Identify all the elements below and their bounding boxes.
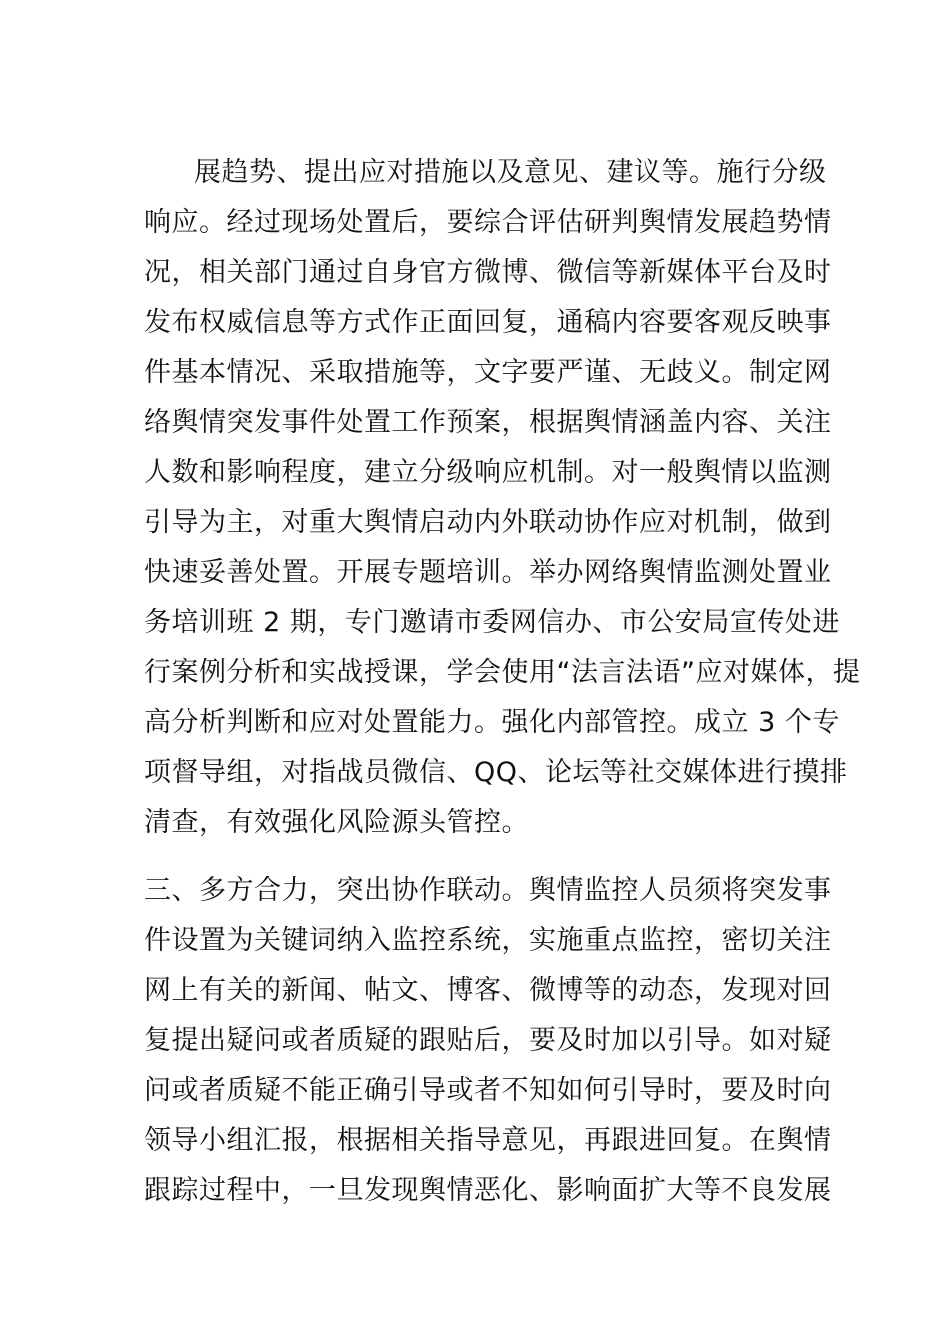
text-line: 况，相关部门通过自身官方微博、微信等新媒体平台及时 [144,257,832,288]
text-line: 响应。经过现场处置后，要综合评估研判舆情发展趋势情 [144,207,832,238]
text-line: 人数和影响程度，建立分级响应机制。对一般舆情以监测 [144,457,832,488]
text-line: 领导小组汇报，根据相关指导意见，再跟进回复。在舆情 [144,1125,832,1156]
paragraph-response-measures [144,148,861,848]
text-line: 务培训班 2 期，专门邀请市委网信办、市公安局宣传处进 [144,607,840,638]
text-line: 引导为主，对重大舆情启动内外联动协作应对机制，做到 [144,507,832,538]
text-line: 问或者质疑不能正确引导或者不知如何引导时，要及时向 [144,1075,832,1106]
text-line: 跟踪过程中，一旦发现舆情恶化、影响面扩大等不良发展 [144,1175,832,1206]
text-line: 网上有关的新闻、帖文、博客、微博等的动态，发现对回 [144,975,832,1006]
text-line: 件基本情况、采取措施等，文字要严谨、无歧义。制定网 [144,357,832,388]
paragraph-section-three [144,866,832,1216]
text-line: 展趋势、提出应对措施以及意见、建议等。施行分级 [194,157,827,188]
text-line: 发布权威信息等方式作正面回复，通稿内容要客观反映事 [144,307,832,338]
text-line: 项督导组，对指战员微信、QQ、论坛等社交媒体进行摸排 [144,757,848,788]
text-line: 件设置为关键词纳入监控系统，实施重点监控，密切关注 [144,925,832,956]
section-heading-line: 三、多方合力，突出协作联动。舆情监控人员须将突发事 [144,875,832,906]
text-line: 行案例分析和实战授课，学会使用“法言法语”应对媒体，提 [144,657,861,688]
text-line: 快速妥善处置。开展专题培训。举办网络舆情监测处置业 [144,557,832,588]
text-line: 清查，有效强化风险源头管控。 [144,807,529,838]
text-line: 络舆情突发事件处置工作预案，根据舆情涵盖内容、关注 [144,407,832,438]
text-line: 高分析判断和应对处置能力。强化内部管控。成立 3 个专 [144,707,840,738]
text-line: 复提出疑问或者质疑的跟贴后，要及时加以引导。如对疑 [144,1025,832,1056]
